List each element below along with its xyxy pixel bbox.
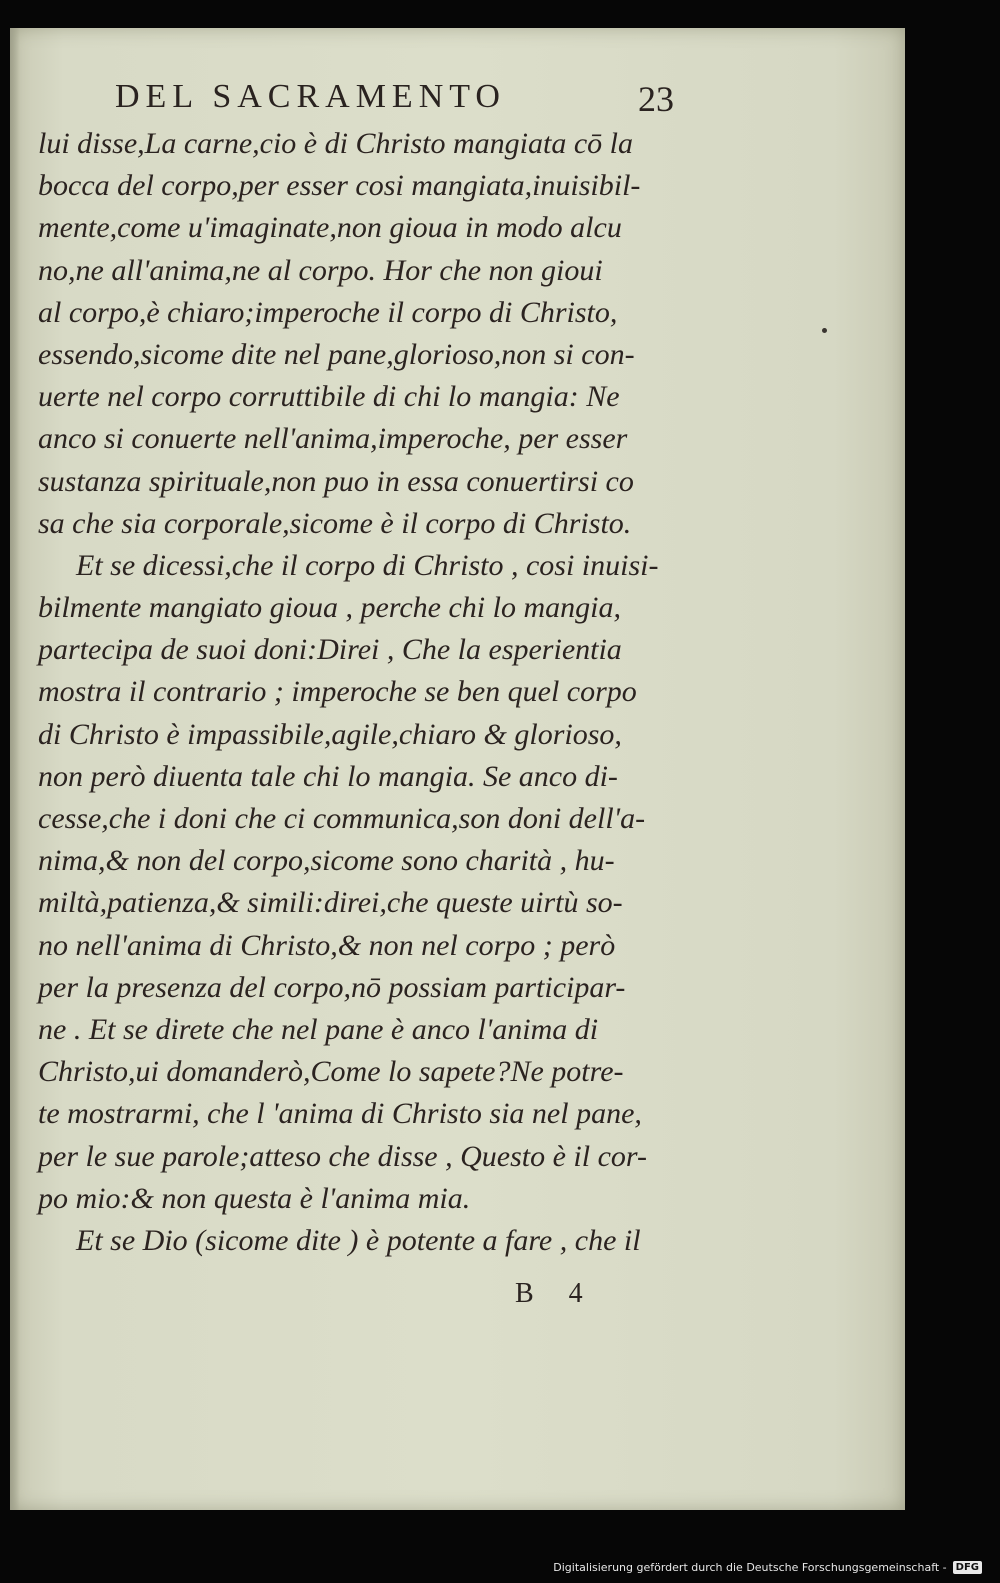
text-line: per le sue parole;atteso che disse , Questo è il cor-: [38, 1139, 647, 1173]
text-line: po mio:& non questa è l'anima mia.: [38, 1181, 471, 1215]
running-title: DEL SACRAMENTO: [115, 78, 506, 115]
text-line: sa che sia corporale,sicome è il corpo di Christo.: [38, 506, 632, 540]
text-line: al corpo,è chiaro;imperoche il corpo di Christo,: [38, 295, 618, 329]
text-line: anco si conuerte nell'anima,imperoche, per esser: [38, 422, 628, 456]
text-line: partecipa de suoi doni:Direi , Che la esperientia: [38, 633, 622, 667]
text-line: mostra il contrario ; imperoche se ben quel corpo: [38, 675, 637, 709]
page-binding-edge: [10, 28, 20, 1510]
text-line: lui disse,La carne,cio è di Christo mangiata cō la: [38, 127, 633, 160]
page-number: 23: [638, 79, 674, 119]
book-page: [10, 28, 905, 1510]
text-line: no,ne all'anima,ne al corpo. Hor che non gioui: [38, 253, 603, 287]
text-line: uerte nel corpo corruttibile di chi lo mangia: Ne: [38, 380, 620, 414]
text-line: sustanza spirituale,non puo in essa conuertirsi co: [38, 464, 634, 498]
text-line: di Christo è impassibile,agile,chiaro & glorioso,: [38, 717, 622, 751]
text-line: Et se Dio (sicome dite ) è potente a fare , che il: [76, 1223, 641, 1257]
body-text: [38, 123, 688, 1262]
ink-speck: [822, 328, 827, 333]
text-line: Christo,ui domanderò,Come lo sapete?Ne potre-: [38, 1055, 624, 1089]
text-line: per la presenza del corpo,nō possiam participar-: [38, 970, 626, 1004]
text-line: non però diuenta tale chi lo mangia. Se anco di-: [38, 759, 618, 793]
text-line: no nell'anima di Christo,& non nel corpo ; però: [38, 928, 616, 962]
text-line: bocca del corpo,per esser cosi mangiata,inuisibil-: [38, 169, 641, 203]
text-line: Et se dicessi,che il corpo di Christo , cosi inuisi-: [76, 548, 659, 582]
text-line: essendo,sicome dite nel pane,glorioso,non si con-: [38, 337, 635, 371]
dfg-logo-icon: DFG: [953, 1561, 982, 1574]
text-line: te mostrarmi, che l 'anima di Christo sia nel pane,: [38, 1097, 642, 1131]
text-line: miltà,patienza,& simili:direi,che queste uirtù so-: [38, 886, 623, 920]
text-line: cesse,che i doni che ci communica,son doni dell'a-: [38, 802, 646, 835]
footer-credit-text: Digitalisierung gefördert durch die Deutsche Forschungsgemeinschaft -: [553, 1560, 947, 1574]
text-line: nima,& non del corpo,sicome sono charità , hu-: [38, 844, 615, 878]
text-line: bilmente mangiato gioua , perche chi lo mangia,: [38, 591, 621, 625]
text-line: ne . Et se direte che nel pane è anco l'anima di: [38, 1012, 599, 1046]
signature-mark: B 4: [515, 1278, 597, 1309]
footer-credit: [553, 1557, 982, 1577]
text-line: mente,come u'imaginate,non gioua in modo alcu: [38, 211, 622, 245]
